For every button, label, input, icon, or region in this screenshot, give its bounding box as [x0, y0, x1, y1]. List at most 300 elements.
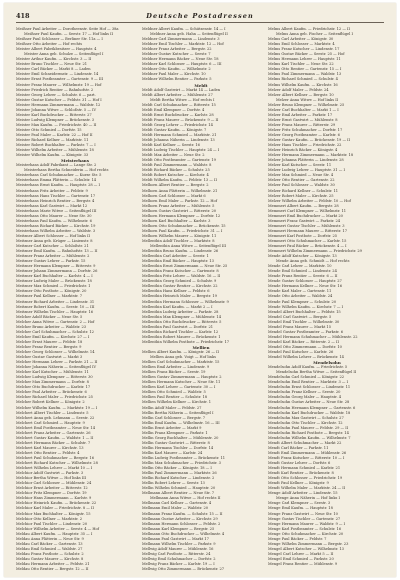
directory-entry-line: Mellien Karl Lehrer — Gartenstr. 30 — I [142, 385, 216, 390]
directory-entry-line: Meister Ernst Postbeamter — Gartenstr. 9 — III [16, 77, 104, 82]
directory-entry-line: Meisterhans Paul Kaufm. — Wilhelmstr. 6 [16, 218, 92, 223]
directory-entry-line: Melms Otto Rentier — Gartenstr. 15 — I [268, 67, 342, 72]
column-middle [142, 27, 260, 572]
directory-entry-line: Melcher Georg Schlosser — Wilhelmstr. 14 [16, 350, 95, 354]
directory-entry-line: Meister Georg Lehrer — Schulstr. 6 — part. [16, 92, 96, 97]
directory-entry-line: Mellien Gustav Zimmermann — Hauptstr. 2 [142, 375, 222, 380]
page-number: 418 [16, 12, 30, 20]
directory-entry-line: Melzer Ernst Gastwirt — Mühlenstr. 8 [268, 117, 338, 122]
directory-entry-line: Meitzner Anna geb. Krüger — Linienstr. 8 [16, 238, 93, 243]
directory-entry-line: Melchert Carl Schmied — Hauptstr. 9 [16, 420, 85, 425]
directory-entry-line: Meldt Georg Lehrer — Friedrichstr. 14 [142, 122, 213, 127]
column-left [16, 27, 134, 572]
directory-entry-line: Mendt Wilhelm Maler — Marktstr. 24 — II [268, 486, 346, 491]
directory-entry-line: Meldt Adolf Gastwirt — Markt 14 — Laden [142, 87, 221, 92]
directory-entry-line: Meldt Richard Bäcker — Schulstr. 25 [142, 168, 210, 173]
directory-entry-line: Mendelsohn Emil Rentier — Marktstr. 3 — I [268, 380, 349, 385]
directory-entry-line: Memmert Karl Postbote — Dorfstr. 25 [268, 233, 338, 238]
directory-entry-line: Meisterhans Wilhelm Arbeiter — Waldstr. 3 [16, 228, 96, 233]
directory-entry-line: Meldner Wilhelm Rentier — Parkstr. 5 [142, 77, 212, 82]
directory-entry-line: Meldner Carl Zimmermann — Lindenstr. 3 [142, 37, 220, 42]
directory-entry-line: Mendt Emil Zimmermann — Mühlenstr. 26 [268, 450, 347, 455]
directory-entry-line: Mellenthin Gustav Rentier — Kirchstr. 22 [142, 284, 218, 289]
directory-entry-line: Mellenthin Karl Kaufm. — Markt 2 — I [142, 304, 213, 309]
directory-entry-line: Meldt Gustav Kaufm. — Königstr. 7 [142, 127, 207, 132]
directory-entry-line: Meldt Albert Arbeiter — Mühlenstr. 27 [142, 92, 213, 97]
directory-entry-line: Mendel Karl Bäcker — Ritterstr. 2 — II [268, 339, 339, 344]
directory-entry-line: Melms Hermann Lehrer — Hauptstr. 11 [268, 57, 341, 62]
directory-entry-line: Mellien Wilhelm Kellner — Kirchstr. 1 [142, 400, 212, 405]
directory-entry-line: Mendelsohn Max Gastwirt — Schulstr. 27 [268, 415, 344, 420]
directory-entry-line: Meitzner Gustav Lehrer — Parkstr. 15 [16, 259, 86, 264]
directory-entry-line: Mellin Ernst Arbeiter — Markt 9 [142, 425, 202, 430]
directory-entry-line: Mendelsohn Gustav Arbeiter — Neue Str. 28 [268, 400, 350, 405]
directory-entry-line: Melhorn Otto Schuhmacher — Brückenstr. 15 [142, 223, 226, 228]
directory-entry-line: Mellmann Gustav Arbeiter — Kirchstr. 29 [142, 516, 218, 521]
directory-entry-line: Melms Emil Schlosser — Marktstr. 4 [268, 42, 335, 47]
directory-entry-line: Mellien Hermann Kutscher — Neue Str. 11 [142, 380, 221, 385]
directory-entry-line: Melzer Franz Maurer — Ritterstr. 29 [268, 122, 336, 127]
directory-entry-line: Melchert Richard Kutscher — Wilhelmstr. 28 [16, 461, 98, 466]
directory-entry-line: Mellmann Hermann Schlosser — Feldstr. 2 [142, 521, 221, 526]
directory-entry-line: Mendelsohn Otto Tischler — Kirchstr. 12 [268, 420, 343, 425]
directory-entry-line: Melcher Hermann Lehrer — Parkstr. 21 — II [16, 360, 98, 365]
directory-entry-line: Melchior Carl Schlosser — Mühlenstr. 24 [16, 481, 92, 486]
directory-entry-line: Mendelsohn Georg Maler — Hauptstr. 4 [268, 395, 342, 400]
directory-entry-line: Meister Johanna Witwe — Schloßstr. 5 — IV [16, 107, 97, 112]
running-title: Deutsche Postadressen [146, 12, 254, 20]
directory-entry-line: Mendelsohn Richard Postbote — Bergstr. 14 [268, 430, 349, 435]
directory-entry-line: Mellmann Anna Witwe — Hof rechts II [150, 496, 221, 501]
directory-entry-line: Mendelsohn Karl Buchdrucker — Waldstr. 18 [268, 410, 351, 415]
directory-entry-line: Meldner Hermann Bäcker — Neue Str. 18 [142, 57, 219, 62]
directory-entry-line: Menge Hermann Maurer — Waldstr. 9 — I [268, 521, 346, 526]
directory-entry-line: Mellmann Franz Kaufm. — Schulstr. 15 — II [142, 511, 223, 516]
directory-entry-line: Meisterhans Marie Witwe — Seitenflügel III [16, 208, 97, 213]
directory-entry-line: Meister Bruno Tischler — Neue Str. 21 [16, 62, 88, 67]
directory-entry-line: Meisterhans Adolf Fabrikant — Lange Str. 2 [16, 163, 97, 168]
directory-entry-line: Melms Wilhelm Kaufm. — Kirchstr. 16 [268, 82, 338, 87]
directory-entry-line: Meldt Ludwig Tischler — Hauptstr. 24 — I [142, 148, 220, 153]
directory-entry-line: Mende Emil Schmied — Lindenstr. 24 [268, 269, 337, 274]
directory-entry-line: Mendel Emil Tischler — Wilhelmstr. 30 [268, 319, 340, 324]
directory-entry-line: Melcher Wilhelm Kaufm. — Marktstr. 19 — I [16, 405, 98, 410]
directory-entry-line: Melchior Karl Maler — Friedrichstr. 8 — II [16, 506, 94, 511]
directory-entry-line: Mendt Otto Schlosser — Friedrichstr. 19 [268, 476, 343, 481]
directory-entry-line: Melcher Carl Schuhmacher — Schulstr. 12 [16, 329, 94, 334]
directory-entry-line: Meitzner Hermann Klempner — Ritterstr. 9 [16, 264, 96, 269]
directory-entry-line: Mellin Bertha Näherin — Seitenflügel I [142, 410, 214, 415]
directory-entry-line: Meldner Otto Kaufm. — Wilhelmstr. 2 [142, 67, 211, 72]
directory-entry-line: Melcher Ernst Maurer — Feldstr. 18 [16, 339, 83, 344]
directory-entry-line: Mendel Franz Maurer — Markt 15 [268, 324, 331, 329]
directory-entry-line: Meisterhans Richard Bäcker — Kirchstr. 19 [16, 223, 96, 228]
directory-entry-line: Melchior Max Buchhalter — Königstr. 15 [16, 511, 91, 516]
directory-entry-line: Meldau Hermann Arbeiter — Feldstr. 21 [16, 561, 90, 566]
directory-entry-line: Mellin Adolf Maler — Feldstr. 27 [142, 405, 202, 410]
directory-entry-line: Melhorn Albert Rentier — Bergstr. 2 [142, 183, 209, 188]
directory-entry-line: Memmert Gustav Tischler — Mühlenstr. 3 [268, 223, 345, 228]
directory-entry-line: Memmert Hermann Maurer — Ritterstr. 17 [268, 228, 347, 233]
directory-entry-line: Melchert Paul Schuhmacher — Bergstr. 16 [16, 455, 94, 460]
directory-entry-line: Meldau Emil Schmied — Waldstr. 27 [16, 546, 83, 551]
directory-entry-line: Mellin Max Schuhmacher — Friedrichstr. 3 [142, 461, 221, 466]
directory-entry-line: Meisterhans Otto Maurer — Neue Str. 30 [16, 213, 92, 218]
directory-entry-line: Mellmann Otto Buchdrucker — Wilhelmstr. 4 [142, 531, 225, 536]
directory-entry-line: Meldt Carl Schuhmacher — Ritterstr. 15 [142, 102, 216, 107]
directory-entry-line: Melcher Adolf Bäcker — Neue Str. 5 [16, 314, 83, 319]
directory-entry-line: Melchert Wilhelm Lehrer — Markt 10 — I [16, 466, 93, 471]
directory-entry-line: Mendt Paul Kellner — Königstr. 9 [268, 481, 329, 486]
directory-entry-line: Mendt Gustav Lehrer — Dorfstr. 6 [268, 461, 331, 466]
directory-entry-line: Melchert Karl Maurer — Kirchstr. 13 [16, 445, 84, 450]
directory-entry-line: Mellenthin Hans Kellner — Feldstr. 6 [142, 289, 210, 294]
directory-entry-line: Melchert Otto Rentier — Feldstr. 4 [16, 450, 80, 455]
directory-entry-line: Melzer Gustav Kaufm. — Brückenstr. 19 — II [268, 138, 351, 143]
directory-entry-line: Melchior Hans Zimmermann — Karlstr. 9 [16, 496, 92, 501]
directory-entry-line: Mende Hermann Kellner — Neue Str. 16 [268, 284, 342, 289]
directory-entry-line: Melcher Max Zimmermann — Dorfstr. 8 [16, 380, 89, 385]
directory-entry-line: Melchior Bertha Witwe — Hof links III [16, 476, 87, 481]
directory-entry-line: Mellenthin Otto Buchdrucker — Ritterstr. 5 [142, 319, 222, 324]
directory-entry-line: Menge Otto Schuhmacher — Kirchstr. 20 [268, 531, 344, 536]
directory-entry-line: Melcher Richard Maler — Friedrichstr. 25 [16, 395, 93, 400]
directory-entry-line: Meldt Franz Maurer — Brückenstr. 9 — II [142, 117, 219, 122]
directory-entry-line: Mellenthin Paul Gastwirt — Dorfstr. 21 [142, 324, 214, 329]
directory-entry-line: Meister Franz Maurer — Wilhelmstr. 19 — Hof [16, 82, 102, 87]
directory-entry-line: Melzer Albert Kellner — Bergstr. 10 [268, 92, 334, 97]
directory-entry-line: Mendel Albert Buchhalter — Feldstr. 15 [268, 309, 341, 314]
directory-entry-line: Mengel Carl Lehrer — Markt 5 — II [268, 551, 334, 556]
directory-entry-line: Melzer Bruno Klempner — Wilhelmstr. 25 [268, 102, 345, 107]
directory-entry-line: Melzer Robert Maler — Kirchstr. 25 [268, 193, 334, 198]
directory-entry-line: Mellin Otto Bäcker — Königstr. 18 — I [142, 466, 212, 471]
directory-entry-line: Meisterhans Ernst Kaufm. — Hauptstr. 28 — I [16, 183, 100, 188]
directory-entry-line: Mellin Richard Kutscher — Lindenstr. 2 [142, 476, 215, 481]
directory-entry-line: Meldt Johanna Näherin — Lindenstr. 13 [142, 138, 215, 143]
directory-entry-line: Mende Paul Klempner — Schulstr. 20 [268, 299, 337, 304]
directory-entry-line: Meister Emil Schneidermstr. — Lindenstr. 14 [16, 72, 99, 77]
directory-entry-line: Mendt Hermann Schmied — Karlstr. 21 [268, 466, 341, 471]
directory-entry-line: Melms Paul Zimmermann — Waldstr. 13 [268, 72, 342, 77]
directory-entry-line: Melcher Anna Witwe — Gartenstr. 2 — Hof [16, 319, 95, 324]
directory-entry-line: Melcher Ludwig Klempner — Ritterstr. 30 [16, 375, 93, 380]
directory-entry-line: Melhorn Carl Schlosser — Markt 6 [142, 193, 206, 198]
directory-entry-line: Mellin Hermann Tischler — Dorfstr. 14 [142, 445, 214, 450]
directory-entry-line: Menge Paul Bäcker — Feldstr. 7 [268, 536, 327, 541]
directory-entry-line: Melchior Otto Kellner — Marktstr. 2 [16, 516, 82, 521]
directory-entry-line: Mellmann Albert Rentier — Neue Str. 7 [142, 491, 215, 496]
directory-entry-line: Meitzner Karl Buchhalter — Karlstr. 4 — I [16, 274, 93, 279]
directory-entry-line: Meister Ludwig Klempner — Brückenstr. 3 [16, 117, 95, 122]
directory-entry-line: Meldt Hermann Schmied — Marktstr. 21 [142, 132, 217, 137]
directory-entry-line: Meister Wilhelm Arbeiter — Mühlenstr. 18 [16, 148, 94, 153]
directory-entry-line: Melhorn Paul Kaufm. — Friedrichstr. 31 — I [142, 228, 223, 233]
directory-entry-line: Melzer Hans Tischler — Friedrichstr. 22 [268, 143, 342, 148]
directory-entry-line: Mellien Emil Arbeiter — Lindenstr. 9 [142, 365, 210, 370]
directory-entry-line: Mellien Carl Schuhmacher — Marktstr. 15 [142, 360, 220, 365]
directory-entry-line: Melzer Johanna Plätterin — Lindenstr. 28 [268, 158, 344, 163]
directory-entry-line: Menge Franz Gastwirt — Neue Str. 10 [268, 511, 338, 516]
directory-entry-line: Melms Carl Arbeiter — Königstr. 30 [268, 37, 334, 42]
directory-entry-line: Mellenthin Bruno Kaufm. — Lindenstr. 26 [142, 249, 219, 254]
directory-entry-line: Melchior Wilhelm Arbeiter — Seestr. 4 — Hof [16, 526, 99, 531]
directory-entry-line: Meldt Max Arbeiter — Neue Str. 2 [142, 153, 205, 158]
section-heading: Mendelsohn [313, 360, 341, 366]
directory-entry-line: Melzer Emil Arbeiter — Parkstr. 17 [268, 112, 333, 117]
directory-entry-line: Melzer Adolf Maler — Feldstr. 24 [268, 87, 329, 92]
directory-entry-line: Mellin Georg Buchhalter — Mühlenstr. 20 [142, 435, 219, 440]
directory-entry-line: Mellmann Paul Gastwirt — Markt 17 [142, 536, 209, 541]
directory-entry-line: Mengel Albert Kutscher — Wilhelmstr. 13 [268, 546, 344, 551]
directory-entry-line: Meldner Karl Schlosser — Hauptstr. 6 — III [142, 62, 222, 67]
directory-entry-line: Meldt Otto Postbeamter — Gartenstr. 19 [142, 158, 216, 163]
directory-entry-line: Meisterhans Karl Gastwirt — Markt 12 [16, 203, 88, 208]
directory-entry-line: Mellien Anna geb. Voigt — Hof links [150, 355, 216, 360]
directory-entry-line: Mellenthin Hermann Schlosser — Wilhelmstr. 9 [142, 299, 229, 304]
directory-entry-line: Menge Emil Kaufm. — Hauptstr. 18 [268, 506, 333, 511]
directory-entry-line: Mengel Emil Schmied — Parkstr. 20 [268, 556, 334, 561]
directory-entry-line: Meißner Paul Schlosser — Berliner Str. 11a — I [16, 37, 103, 42]
directory-entry-line: Mellien Albert Kaufm. — Königstr. 26 — II [142, 350, 219, 354]
directory-entry-line: Mellenthin Adolf Tischler — Marktstr. 8 [142, 238, 215, 243]
directory-entry-line: Mellwig Carl Postbote — Ritterstr. 24 [142, 551, 211, 556]
directory-entry-line: Melcher Robert Kellner — Königstr. 2 [16, 400, 85, 405]
directory-entry-line: Meldt Paul Zimmermann — Waldstr. 8 [142, 163, 212, 168]
directory-entry-line: Melchior Fritz Klempner — Dorfstr. 19 [16, 491, 87, 496]
directory-entry-line: Meldau Franz Postbote — Schulstr. 2 [16, 551, 84, 556]
directory-entry-line: Mellin Ludwig Postbeamter — Brückenstr. 11 [142, 455, 226, 460]
directory-entry-line: Mellin Robert Lehrer — Seestr. 13 [142, 481, 205, 486]
directory-entry-line: Meisterhans Fritz Arbeiter — Feldstr. 9 [16, 188, 88, 193]
directory-entry-line: Mellin Paul Zimmermann — Marktstr. 26 [142, 471, 217, 476]
directory-entry-line: Meldner Gustav Kutscher — Seestr. 7 [142, 52, 211, 57]
directory-entry-line: Mellien Paul Rentier — Schulstr. 18 [142, 395, 208, 400]
directory-entry-line: Melzer Heinrich Bäcker — Königstr. 4 [268, 148, 338, 153]
directory-entry-line: Mellmann Carl Kellner — Gartenstr. 4 [142, 501, 212, 506]
directory-entry-line: Mellin Karl Maurer — Karlstr. 24 [142, 450, 203, 455]
directory-entry-line: Meldner Paul Maler — Kirchstr. 10 [142, 72, 206, 77]
directory-columns [16, 27, 386, 572]
directory-entry-line: Melchert Albert Tischler — Lindenstr. 5 [16, 410, 89, 415]
directory-entry-line: Melms Karl Tischler — Neue Str. 22 [268, 62, 334, 67]
directory-entry-line: Meldau Albert Kaufm. — Hauptstr. 35 — I [16, 531, 93, 536]
directory-entry-line: Melchior Paul Tischler — Lindenstr. 20 [16, 521, 88, 526]
directory-entry-line: Mende Franz Rentier — Seestr. 6 — II [268, 274, 338, 279]
directory-entry-line: Meißner Otto Arbeiter — Hof rechts [16, 42, 83, 47]
directory-entry-line: Menge Gustav Tischler — Gartenstr. 27 [268, 516, 341, 521]
directory-entry-line: Mendt Franz Kutscher — Ritterstr. 10 — I [268, 455, 345, 460]
directory-entry-line: Mendelsohn Franz Kellner — Seestr. 20 [268, 390, 341, 395]
directory-entry-line: Melhorn Hermann Klempner — Dorfstr. 12 [142, 213, 221, 218]
section-heading: Mellien [192, 344, 210, 350]
directory-entry-line: Mende Wilhelm Kaufm. — Kirchstr. 7 — I [268, 304, 344, 309]
directory-entry-line: Meißner Paul Arbeiter — Dorotheenstr. Seite Hof — 38a [16, 27, 119, 31]
directory-entry-line: Meitzner Wilhelm Tischler — Hauptstr. 16 [16, 309, 94, 314]
directory-entry-line: Memmert Franz Gastwirt — Parkstr. 24 [268, 218, 341, 223]
directory-entry-line: Melchior Ernst Arbeiter — Ritterstr. 12 [16, 486, 88, 491]
directory-entry-line: Mellwig Otto Zimmermann — Brückenstr. 27 [142, 567, 225, 572]
directory-entry-line: Meisterhans Bertha Schneiderin — Hof rechts [24, 168, 109, 173]
directory-entry-line: Melcher Gustav Gastwirt — Markt 3 [16, 355, 83, 360]
directory-entry-line: Meister Gustav Kutscher — Feldstr. 31 — Hof I [16, 97, 102, 102]
directory-entry-line: Mengel Franz Rentier — Mühlenstr. 9 [268, 561, 338, 566]
directory-entry-line: Meitzner Albert Schlosser — Hof links II [16, 233, 90, 238]
directory-entry-line: Mendelsohn Carl Schmied — Königstr. 22 [268, 375, 345, 380]
directory-entry-line: Mellmann Karl Klempner — Bergstr. 25 [142, 526, 215, 531]
directory-entry-line: Melhorn Anna Plätterin — Wilhelmstr. 21 [142, 188, 218, 193]
directory-entry-line: Meldner Emil Tischler — Marktstr. 12 — Hof [142, 42, 224, 47]
directory-entry-line: Mellenthin Heinrich Maler — Bergstr. 19 [142, 294, 217, 299]
directory-entry-line: Melms Gustav Bäcker — Seestr. 25 — Hof [268, 52, 345, 57]
directory-entry-line: Memmert Paul Bäcker — Brückenstr. 4 — I [268, 244, 347, 249]
directory-entry-line: Meitzner Max Schmied — Friedrichstr. 1 [16, 284, 91, 289]
directory-entry-line: Mellin Emil Kaufm. — Wilhelmstr. 16 — III [142, 420, 220, 425]
directory-entry-line: Mellwig Emil Schuhmacher — Dorfstr. 2 [142, 556, 216, 561]
directory-entry-line: Meldau Carl Bäcker — Gartenstr. 13 [16, 541, 83, 546]
directory-entry-line: Mellenthin Ludwig Arbeiter — Parkstr. 28 [142, 309, 219, 314]
directory-entry-line: Mellwig Adolf Maurer — Mühlenstr. 16 [142, 546, 214, 551]
directory-entry-line: Melhorn Franz Arbeiter — Mühlenstr. 5 [142, 203, 215, 208]
directory-entry-line: Memmert Otto Schuhmacher — Karlstr. 15 [268, 238, 347, 243]
directory-entry-line: Menge Wilhelm Zimmermann — Bergstr. 23 [268, 541, 349, 546]
directory-entry-line: Meldau Gustav Maurer — Kirchstr. 8 [16, 556, 84, 561]
directory-entry-line: Melms Franz Kutscher — Lindenstr. 17 [268, 47, 340, 52]
directory-entry-line: Melzer Ludwig Lehrer — Hauptstr. 31 — I [268, 168, 345, 173]
directory-entry-line: Melhorn Emil Maler — Parkstr. 12 — Hof [142, 198, 218, 203]
directory-entry-line: Meldt Bertha Witwe — Hof rechts I [150, 97, 215, 102]
directory-entry-line: Memmert Albert Kaufm. — Bergstr. 28 [268, 203, 339, 208]
directory-entry-line: Menge Karl Postbeamter — Schulstr. 16 [268, 526, 342, 531]
directory-entry-line: Melchert Gustav Kaufm. — Waldstr. 1 — II [16, 435, 94, 440]
directory-entry-line: Melzer Karl Kutscher — Seestr. 11 [268, 163, 332, 168]
directory-entry-line: Melcher Otto Buchdrucker — Karlstr. 17 [16, 385, 91, 390]
directory-entry-line: Memmert Carl Klempner — Wilhelmstr. 11 [268, 208, 347, 213]
directory-entry-line: Meister Otto Schmied — Dorfstr. 15 [16, 127, 82, 132]
directory-entry-line: Melhorn Karl Buchhalter — Karlstr. 3 [142, 218, 211, 223]
directory-entry-line: Meldner Albert Kaufm. — Schützenstr. 14 — I [142, 27, 226, 31]
directory-entry-line: Mellmann Wilhelm Tischler — Parkstr. 9 [142, 541, 216, 546]
directory-entry-line: Meisterhans Emma Plätterin — Schulstr. 14 [16, 178, 97, 183]
page-header [16, 12, 384, 23]
directory-entry-line: Mende Otto Arbeiter — Waldstr. 24 [268, 294, 333, 299]
directory-entry-line: Mellien Franz Bäcker — Seestr. 19 [142, 370, 206, 375]
directory-entry-line: Melzer Otto Rentier — Gartenstr. 22 [268, 178, 335, 183]
directory-entry-line: Mende Adolf Kutscher — Königstr. 13 [268, 254, 337, 259]
directory-entry-line: Melcher Paul Arbeiter — Brückenstr. 6 [16, 390, 87, 395]
directory-entry-line: Melchert Emil Postbeamter — Neue Str. 14 [16, 425, 95, 430]
column-right [268, 27, 386, 569]
directory-entry-line: Melcher Karl Kutscher — Mühlenstr. 11 [16, 370, 89, 375]
section-heading: Meisterhans [61, 158, 89, 164]
directory-entry-line: Memmert Wilhelm Zimmermann — Friedrichstr. 29 [268, 249, 362, 254]
directory-entry-line: Meister Paul Maler — Karlstr. 22 — Hof II [16, 132, 93, 137]
directory-entry-line: Menge Anna Näherin — Hof links I [276, 496, 340, 501]
directory-entry-line: Meister Karl Buchdrucker — Ritterstr. 27 [16, 112, 92, 117]
directory-entry-line: Melzer Hermann Zimmermann — Marktstr. 18 [268, 153, 354, 158]
section-heading: Meldt [194, 82, 208, 88]
directory-entry-line: Melcher Bruno Arbeiter — Waldstr. 23 [16, 324, 87, 329]
directory-entry-line: Meister Carl Bäcker — Markt 8 — Laden [16, 67, 91, 72]
directory-entry-line: Meister Max Kaufm. — Friedrichstr. 40 — II [16, 122, 97, 127]
directory-entry-line: Meisterhans Heinrich Rentier — Bergstr. 4 [16, 198, 95, 203]
directory-entry-line: Mellenthin Franz Kutscher — Gartenstr. 8 [142, 269, 219, 274]
directory-entry-line: Mendelsohn Ernst Schlosser — Lindenstr. 11 [268, 385, 351, 390]
directory-entry-line: Mendel Carl Gastwirt — Bergstr. 5 [268, 314, 332, 319]
directory-entry-line: Meldt Karl Kellner — Seestr. 16 [142, 143, 200, 148]
directory-entry-line: Meitzner Otto Postbote — Königstr. 20 [16, 289, 87, 294]
directory-entry-line: Mellmann Emil Maler — Waldstr. 20 [142, 506, 209, 511]
directory-entry-line: Melchert Hermann Bäcker — Schulstr. 7 [16, 440, 91, 445]
directory-entry-line: Meitzner Robert Kaufm. — Seestr. 10 — III [16, 304, 95, 309]
directory-entry-line: Mellenthin Max Klempner — Mühlenstr. 14 [142, 314, 221, 319]
directory-entry-line: Melzer Carl Buchhalter — Markt 1 — I [268, 107, 339, 112]
directory-entry-line: Mellin Gustav Gastwirt — Ritterstr. 8 [142, 440, 210, 445]
directory-entry-line: Meister Wilhelm Kaufm. — Königstr. 33 [16, 153, 89, 158]
directory-page [4, 3, 396, 577]
directory-entry-line: Mellenthin Emil Bäcker — Hauptstr. 13 [142, 259, 214, 264]
directory-entry-line: Meitzner Carl Kutscher — Schloßstr. 21 [16, 244, 89, 249]
directory-entry-line: Meldt Wilhelm Kaufm. — Feldstr. 13 — II [142, 178, 217, 183]
directory-entry-line: Meister Anna geb. Schulze — Seitenflügel I [24, 52, 104, 57]
directory-entry-line: Meister Richard Kellner — Marktstr. 11 [16, 138, 89, 143]
directory-entry-line: Mellenthin Robert Maurer — Brückenstr. 1 [142, 334, 221, 339]
directory-entry-line: Mendel Otto Zimmermann — Dorfstr. 10 [268, 344, 342, 349]
directory-entry-line: Meldt Robert Kutscher — Kirchstr. 4 [142, 173, 209, 178]
directory-entry-line: Mendelsohn Bertha Witwe — Seitenflügel II [276, 370, 357, 375]
directory-entry-line: Mendt Carl Bäcker — Parkstr. 11 [268, 445, 329, 450]
directory-entry-line: Mendelsohn Wilhelm Kaufm. — Wilhelmstr. 7 [268, 435, 351, 440]
directory-entry-line: Melchert Anna geb. Lehmann — Seestr. 22 [16, 415, 95, 420]
directory-entry-line: Meitzner Paul Kellner — Marktstr. 7 [16, 294, 82, 299]
directory-entry-line: Mellin Carl Schlosser — Bergstr. 7 [142, 415, 206, 420]
directory-entry-line: Melcher Emil Kaufm. — Kirchstr. 27 — I [16, 334, 90, 339]
directory-entry-line: Mende Carl Lehrer — Marktstr. 10 [268, 264, 332, 269]
directory-entry-line: Melzer Max Schmied — Neue Str. 4 [268, 173, 334, 178]
directory-entry-line: Meister Arthur Kaufm. — Kirchstr. 3 — II [16, 57, 92, 62]
directory-entry-line: Mendel Gustav Postbeamter — Parkstr. 6 [268, 329, 343, 334]
directory-entry-line: Mende Karl Maler — Gartenstr. 11 [268, 289, 332, 294]
directory-entry-line: Melzer Wilhelm Arbeiter — Feldstr. 10 — Hof [268, 198, 351, 203]
directory-entry-line: Meitzner Richard Arbeiter — Lindenstr. 31 [16, 299, 95, 304]
directory-entry-line: Mendelsohn Adolf Kaufm. — Friedrichstr. 5 [268, 365, 348, 370]
directory-entry-line: Melzer Paul Schlosser — Waldstr. 30 [268, 183, 335, 188]
directory-entry-line: Mendelsohn Hermann Klempner — Gartenstr. 6 [268, 405, 356, 410]
directory-entry-line: Meißner Paul Kaufm. — Seestr. 17 — Hof links II [24, 32, 114, 37]
directory-entry-line: Melhorn Gustav Gastwirt — Ritterstr. 20 [142, 208, 217, 213]
directory-entry-line: Mendel Wilhelm Lehrer — Brückenstr. 14 [268, 355, 344, 360]
directory-entry-line: Mendel Paul Kutscher — Karlstr. 26 [268, 350, 334, 354]
directory-entry-line: Mellenthin Carl Arbeiter — Seestr. 1 [142, 254, 209, 259]
directory-entry-line: Mellenthin Richard Tischler — Karlstr. 12 [142, 329, 219, 334]
directory-entry-line: Melchior Heinrich Kaufm. — Brückenstr. 22 [16, 501, 97, 506]
directory-entry-line: Mende Anna geb. Schmidt — Hof rechts [276, 259, 350, 264]
directory-entry-line: Melzer Richard Kellner — Schulstr. 11 [268, 188, 339, 193]
directory-entry-line: Melhorn Wilhelm Maurer — Königstr. 11 [142, 233, 217, 238]
directory-entry-line: Melcher Franz Rentier — Bergstr. 9 [16, 344, 82, 349]
directory-entry-line: Melcher Johanna Näherin — Seitenflügel IV [16, 365, 97, 370]
directory-entry-line: Mellenthin Ernst Zimmermann — Neue Str. 25 [142, 264, 228, 269]
directory-entry-line: Mellenthin Anna Witwe — Seitenflügel III [150, 244, 227, 249]
directory-entry-line: Mellin Franz Klempner — Parkstr. 1 [142, 430, 208, 435]
directory-entry-line: Meitzner Emil Kaufm. — Bahnhofstr. 13 — II [16, 249, 98, 254]
directory-entry-line: Meitzner Johann Zimmermann — Dorfstr. 26 [16, 269, 98, 274]
directory-entry-line: Meister Hermann Zimmermann — Waldstr. 12 [16, 102, 101, 107]
directory-entry-line: Menge Adolf Arbeiter — Lindenstr. 15 [268, 491, 338, 496]
directory-entry-line: Melchior Adolf Gastwirt — Parkstr. 3 [16, 471, 84, 476]
directory-entry-line: Memmert Emil Buchdrucker — Markt 20 [268, 213, 343, 218]
directory-entry-line: Melchert Franz Arbeiter — Gartenstr. 26 [16, 430, 91, 435]
